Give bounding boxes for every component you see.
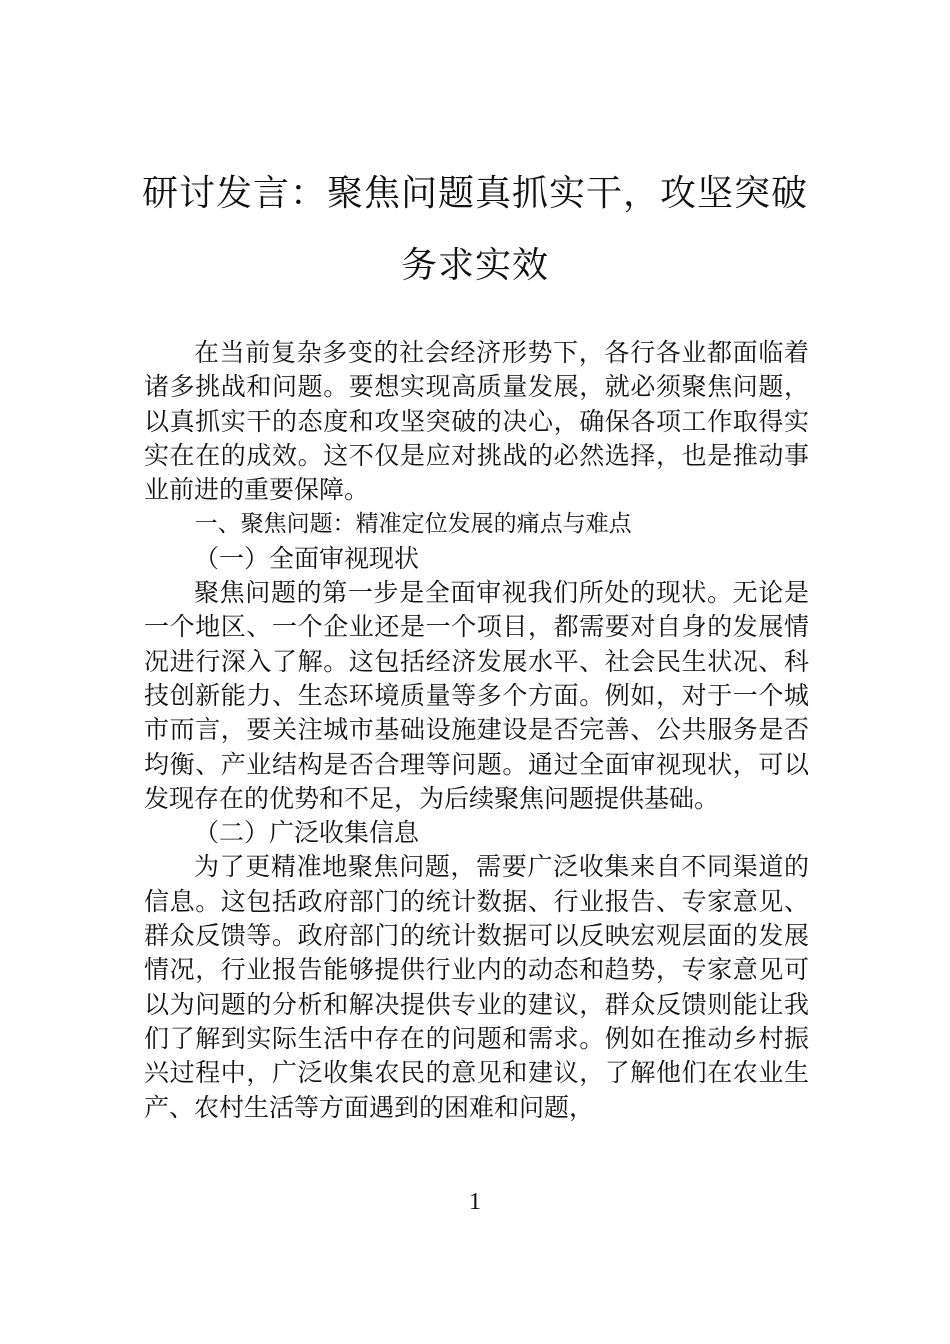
page-number: 1 <box>469 1189 481 1215</box>
document-body <box>144 336 809 1125</box>
overview-paragraph: 聚焦问题的第一步是全面审视我们所处的现状。无论是一个地区、一个企业还是一个项目，都需要对自身的发展情况进行深入了解。这包括经济发展水平、社会民生状况、科技创新能力、生态环境质量等多个方面。例如，对于一个城市而言，要关注城市基础设施建设是否完善、公共服务是否均衡、产业结构是否合理等问题。通过全面审视现状，可以发现存在的优势和不足，为后续聚焦问题提供基础。 <box>144 578 809 813</box>
document-title-line-1: 研讨发言：聚焦问题真抓实干，攻坚突破 <box>141 173 808 214</box>
subheading-overview: （一）全面审视现状 <box>194 543 420 573</box>
section-heading: 一、聚焦问题：精准定位发展的痛点与难点 <box>194 511 632 538</box>
information-paragraph: 为了更精准地聚焦问题，需要广泛收集来自不同渠道的信息。这包括政府部门的统计数据、行业报告、专家意见、群众反馈等。政府部门的统计数据可以反映宏观层面的发展情况，行业报告能够提供行业内的动态和趋势，专家意见可以为问题的分析和解决提供专业的建议，群众反馈则能让我们了解到实际生活中存在的问题和需求。例如在推动乡村振兴过程中，广泛收集农民的意见和建议，了解他们在农业生产、农村生活等方面遇到的困难和问题， <box>144 852 809 1122</box>
intro-paragraph: 在当前复杂多变的社会经济形势下，各行各业都面临着诸多挑战和问题。要想实现高质量发展，就必须聚焦问题，以真抓实干的态度和攻坚突破的决心，确保各项工作取得实实在在的成效。这不仅是应对挑战的必然选择，也是推动事业前进的重要保障。 <box>144 338 809 505</box>
document-title-line-2: 务求实效 <box>400 245 549 286</box>
subheading-information: （二）广泛收集信息 <box>194 818 420 848</box>
